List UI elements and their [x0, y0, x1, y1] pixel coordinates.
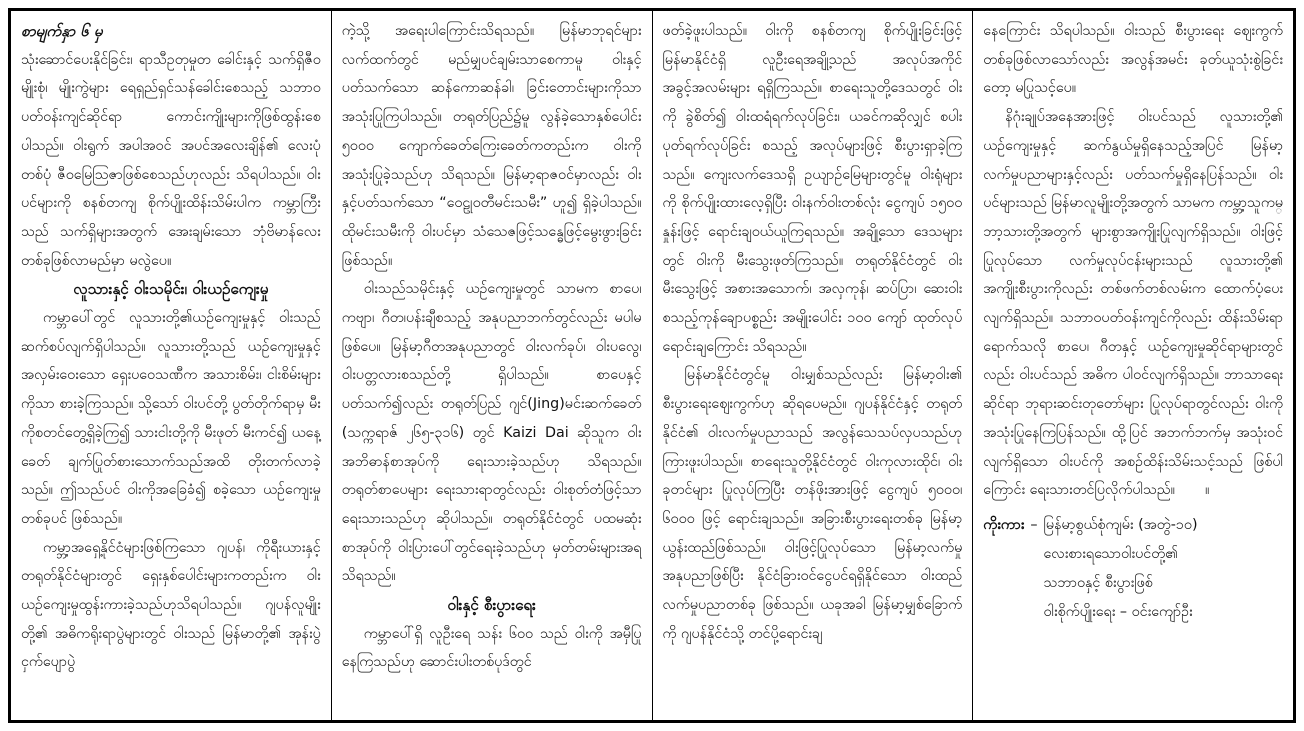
reference-block — [983, 511, 1283, 627]
reference-line: သဘာဝနှင့် စီးပွားဖြစ် — [1043, 574, 1153, 591]
paragraph: သုံးဆောင်ပေးနိုင်ခြင်း၊ ရာသီဥတုမှုတ ခေါင်းနှင့် သက်ရှိဇီဝမျိုးစုံ၊ မျိုးကွဲများ ရေရှည်ရှင်သန်ခေါင်းစေသည့် သဘာဝပတ်ဝန်းကျင်ဆိုင်ရာ ကောင်းကျိုးများကိုဖြစ်ထွန်းစေပါသည်။ ဝါးရွက် အပါအဝင် အပင်အလေးချိန်၏ လေးပုံတစ်ပုံ ဇီဝမြေဩဇာဖြစ်စေသည်ဟုလည်း သိရပါသည်။ ဝါးပင်များကို စနစ်တကျ စိုက်ပျိုးထိန်းသိမ်းပါက ကမ္ဘာကြီးသည် သက်ရှိများအတွက် အေးချမ်းသော ဘုံဗိမာန်လေးတစ်ခုဖြစ်လာမည်မှာ မလွဲပေ။ — [21, 51, 321, 269]
paragraph: ကမ္ဘာ့အရှေ့နိုင်ငံများဖြစ်ကြသော ဂျပန်၊ ကိုရီးယားနှင့် တရုတ်နိုင်ငံများတွင် ရှေးနှစ်ပေါင်းများကတည်းက ဝါးယဉ်ကျေးမှုထွန်းကားခဲ့သည်ဟုသိရပါသည်။ ဂျပန်လူမျိုးတို့၏ အဓိကရိုးရာပွဲများတွင် ဝါးသည် မြန်မာတို့၏ အုန်းပွဲ ငှက်ပျောပွဲ — [21, 539, 321, 671]
column-2 — [332, 11, 653, 720]
newspaper-page — [8, 8, 1296, 723]
reference-list — [1044, 511, 1283, 627]
reference-label: ကိုးကား — [983, 516, 1025, 533]
paragraph: မြန်မာနိုင်ငံတွင်မူ ဝါးမျှစ်သည်လည်း မြန်မာ့ဝါး၏ စီးပွားရေးဈေးကွက်ဟု ဆိုရပေမည်။ ဂျပန်နိုင်ငံနှင့် တရုတ်နိုင်ငံ၏ ဝါးလက်မှုပညာသည် အလွန်သေသပ်လှပသည်ဟု ကြားဖူးပါသည်။ စာရေးသူတို့နိုင်ငံတွင် ဝါးကုလားထိုင်၊ ဝါးခုတင်များ ပြုလုပ်ကြပြီး တန်ဖိုးအားဖြင့် ငွေကျပ် ၅၀၀၀၊ ၆၀၀၀ ဖြင့် ရောင်းချသည်။ အခြားစီးပွားရေးတစ်ခု မြန်မာ့ယွန်းထည်ဖြစ်သည်။ ဝါးဖြင့်ပြုလုပ်သော မြန်မာ့လက်မှုအနုပညာဖြစ်ပြီး နိုင်ငံခြားဝင်ငွေပင်ရရှိနိုင်သော ဝါးထည်လက်မှုပညာတစ်ခု ဖြစ်သည်။ ယခုအခါ မြန်မာ့မျှစ်ခြောက်ကို ဂျပန်နိုင်ငံသို့ တင်ပို့ရောင်းချ — [662, 367, 963, 642]
reference-line: လေးစားရသောဝါးပင်တို့၏ — [1043, 545, 1178, 562]
reference-line: ဝါးစိုက်ပျိုးရေး – ဝင်းကျော်ဦး — [1043, 603, 1193, 620]
end-mark: ။ — [1205, 482, 1210, 499]
section-heading: ဝါးနှင့် စီးပွားရေး — [447, 596, 536, 615]
paragraph: ဝါးသည်သမိုင်းနှင့် ယဉ်ကျေးမှုတွင် သာမက စာပေ၊ ကဗျာ၊ ဂီတ၊ပန်းချီစသည့် အနုပညာဘက်တွင်လည်း မပါမဖြစ်ပေ။ မြန်မာ့ဂီတအနုပညာတွင် ဝါးလက်ခုပ်၊ ဝါးပလွေ၊ ဝါးပတ္တလားစသည်တို့ ရှိပါသည်။ စာပေနှင့်ပတ်သက်၍လည်း တရုတ်ပြည် ဂျင်(Jing)မင်းဆက်ခေတ် (သက္ကရာဇ် ၂၆၅-၃၁၆) တွင် Kaizi Dai ဆိုသူက ဝါးအဘိဓာန်စာအုပ်ကို ရေးသားခဲ့သည်ဟု သိရသည်။ တရုတ်စာပေများ ရေးသားရာတွင်လည်း ဝါးစုတ်တံဖြင့်သာ ရေးသားသည်ဟု ဆိုပါသည်။ တရုတ်နိုင်ငံတွင် ပထမဆုံးစာအုပ်ကို ဝါးပြားပေါ်တွင်ရေးခဲ့သည်ဟု မှတ်တမ်းများအရ သိရသည်။ — [341, 281, 642, 585]
paragraph: ဖတ်ခဲ့ဖူးပါသည်။ ဝါးကို စနစ်တကျ စိုက်ပျိုးခြင်းဖြင့် မြန်မာနိုင်ငံရှိ လူဦးရေအချို့သည် အလုပ်အကိုင်အခွင့်အလမ်းများ ရရှိကြသည်။ စာရေးသူတို့ဒေသတွင် ဝါးကို ခွဲစိတ်၍ ဝါးထရံရက်လုပ်ခြင်း၊ ယခင်ကဆိုလျှင် စပါးပုတ်ရက်လုပ်ခြင်း စသည့် အလုပ်များဖြင့် စီးပွားရှာခဲ့ကြသည်။ ကျေးလက်ဒေသရှိ ဥယျာဉ်မြေများတွင်မူ ဝါးရုံများကို စိုက်ပျိုးထားလေ့ရှိပြီး ဝါးနက်ဝါးတစ်လုံး ငွေကျပ် ၁၅၀၀ နှုန်းဖြင့် ရောင်းချဝယ်ယူကြရသည်။ အချို့သော ဒေသများတွင် ဝါးကို မီးသွေးဖုတ်ကြသည်။ တရုတ်နိုင်ငံတွင် ဝါးမီးသွေးဖြင့် အစားအသောက်၊ အလှကုန်၊ ဆပ်ပြာ၊ ဆေးဝါး စသည့်ကုန်ချောပစ္စည်း အမျိုးပေါင်း ၁၀၀ ကျော် ထုတ်လုပ်ရောင်းချကြောင်း သိရသည်။ — [662, 23, 963, 355]
paragraph — [983, 103, 1283, 505]
paragraph: ကမ္ဘာပေါ်တွင် လူသားတို့၏ယဉ်ကျေးမှုနှင့် ဝါးသည် ဆက်စပ်လျက်ရှိပါသည်။ လူသားတို့သည် ယဉ်ကျေးမှုနှင့်အလှမ်းဝေးသော ရှေးပဝေသဏီက အသားစိမ်း၊ ငါးစိမ်းများကိုသာ စားခဲ့ကြသည်။ သို့သော် ဝါးပင်တို့ ပွတ်တိုက်ရာမှ မီးကိုစတင်တွေ့ရှိခဲ့ကြ၍ သားငါးတို့ကို မီးဖုတ် မီးကင်၍ ယနေ့ခေတ် ချက်ပြုတ်စားသောက်သည်အထိ တိုးတက်လာခဲ့သည်။ ဤသည်ပင် ဝါးကိုအခြေခံ၍ စခဲ့သော ယဉ်ကျေးမှုတစ်ခုပင် ဖြစ်သည်။ — [21, 310, 321, 527]
article-columns — [11, 11, 1293, 720]
paragraph: နေကြောင်း သိရပါသည်။ ဝါးသည် စီးပွားရေး ဈေးကွက်တစ်ခုဖြစ်လာသော်လည်း အလွန်အမင်း ခုတ်ယူသုံးစွဲခြင်းတော့ မပြုသင့်ပေ။ — [983, 23, 1283, 97]
reference-line: မြန်မာ့စွယ်စုံကျမ်း (အတွဲ-၁၀) — [1043, 516, 1198, 533]
paragraph: ကဲ့သို့ အရေးပါကြောင်းသိရသည်။ မြန်မာဘုရင်များလက်ထက်တွင် မည်မျှပင်ချမ်းသာစေကာမူ ဝါးနှင့်ပတ်သက်သော ဆန်ကောဆန်ခါ၊ ခြင်းတောင်းများကိုသာ အသုံးပြုကြပါသည်။ တရုတ်ပြည်၌မူ လွန်ခဲ့သောနှစ်ပေါင်း ၅၀၀၀ ကျောက်ခေတ်ကြေးခေတ်ကတည်းက ဝါးကိုအသုံးပြုခဲ့သည်ဟု သိရသည်။ မြန်မာ့ရာဇဝင်မှာလည်း ဝါးနှင့်ပတ်သက်သော “ဝေဠုဝတီမင်းသမီး” ဟူ၍ ရှိခဲ့ပါသည်။ ထိုမင်းသမီးကို ဝါးပင်မှာ သံသေဇဖြင့်သန္ဓေဖြင့်မွေးဖွားခြင်းဖြစ်သည်။ — [341, 23, 642, 269]
reference-dash: – — [1030, 516, 1038, 533]
column-4 — [973, 11, 1293, 720]
section-heading: လူသားနှင့် ဝါးသမိုင်း၊ ဝါးယဉ်ကျေးမှု — [73, 280, 269, 299]
running-head: စာမျက်နှာ ၆ မှ — [21, 22, 103, 40]
column-3 — [653, 11, 974, 720]
paragraph: ကမ္ဘာပေါ်ရှိ လူဦးရေ သန်း ၆၀၀ သည် ဝါးကို အမှီပြုနေကြသည်ဟု ဆောင်းပါးတစ်ပုဒ်တွင် — [341, 625, 642, 671]
paragraph-text: နိဂုံးချုပ်အနေအားဖြင့် ဝါးပင်သည် လူသားတို့၏ ယဉ်ကျေးမှုနှင့် ဆက်နွယ်မှုရှိနေသည့်အပြင် မြန်မာ့လက်မှုပညာများနှင့်လည်း ပတ်သက်မှုရှိနေပြန်သည်။ ဝါးပင်များသည် မြန်မာလူမျိုးတို့အတွက် သာမက ကမ္ဘာ့သူကမ္ဘာ့သားတို့အတွက် များစွာအကျိုးပြုလျက်ရှိသည်။ ဝါးဖြင့်ပြုလုပ်သော လက်မှုလုပ်ငန်းများသည် လူသားတို့၏ အကျိုးစီးပွားကိုလည်း တစ်ဖက်တစ်လမ်းက ထောက်ပံ့ပေးလျက်ရှိသည်။ သဘာဝပတ်ဝန်းကျင်ကိုလည်း ထိန်းသိမ်းရာ ရောက်သလို စာပေ၊ ဂီတနှင့် ယဉ်ကျေးမှုဆိုင်ရာများတွင်လည်း ဝါးပင်သည် အဓိက ပါဝင်လျက်ရှိသည်။ ဘာသာရေးဆိုင်ရာ ဘုရားဆင်းတုတော်များ ပြုလုပ်ရာတွင်လည်း ဝါးကို အသုံးပြုနေကြပြန်သည်။ ထို့ပြင် အဘက်ဘက်မှ အသုံးဝင်လျက်ရှိသော ဝါးပင်ကို အစဉ်ထိန်းသိမ်းသင့်သည် ဖြစ်ပါကြောင်း ရေးသားတင်ပြလိုက်ပါသည်။ — [983, 109, 1283, 499]
column-1 — [11, 11, 332, 720]
